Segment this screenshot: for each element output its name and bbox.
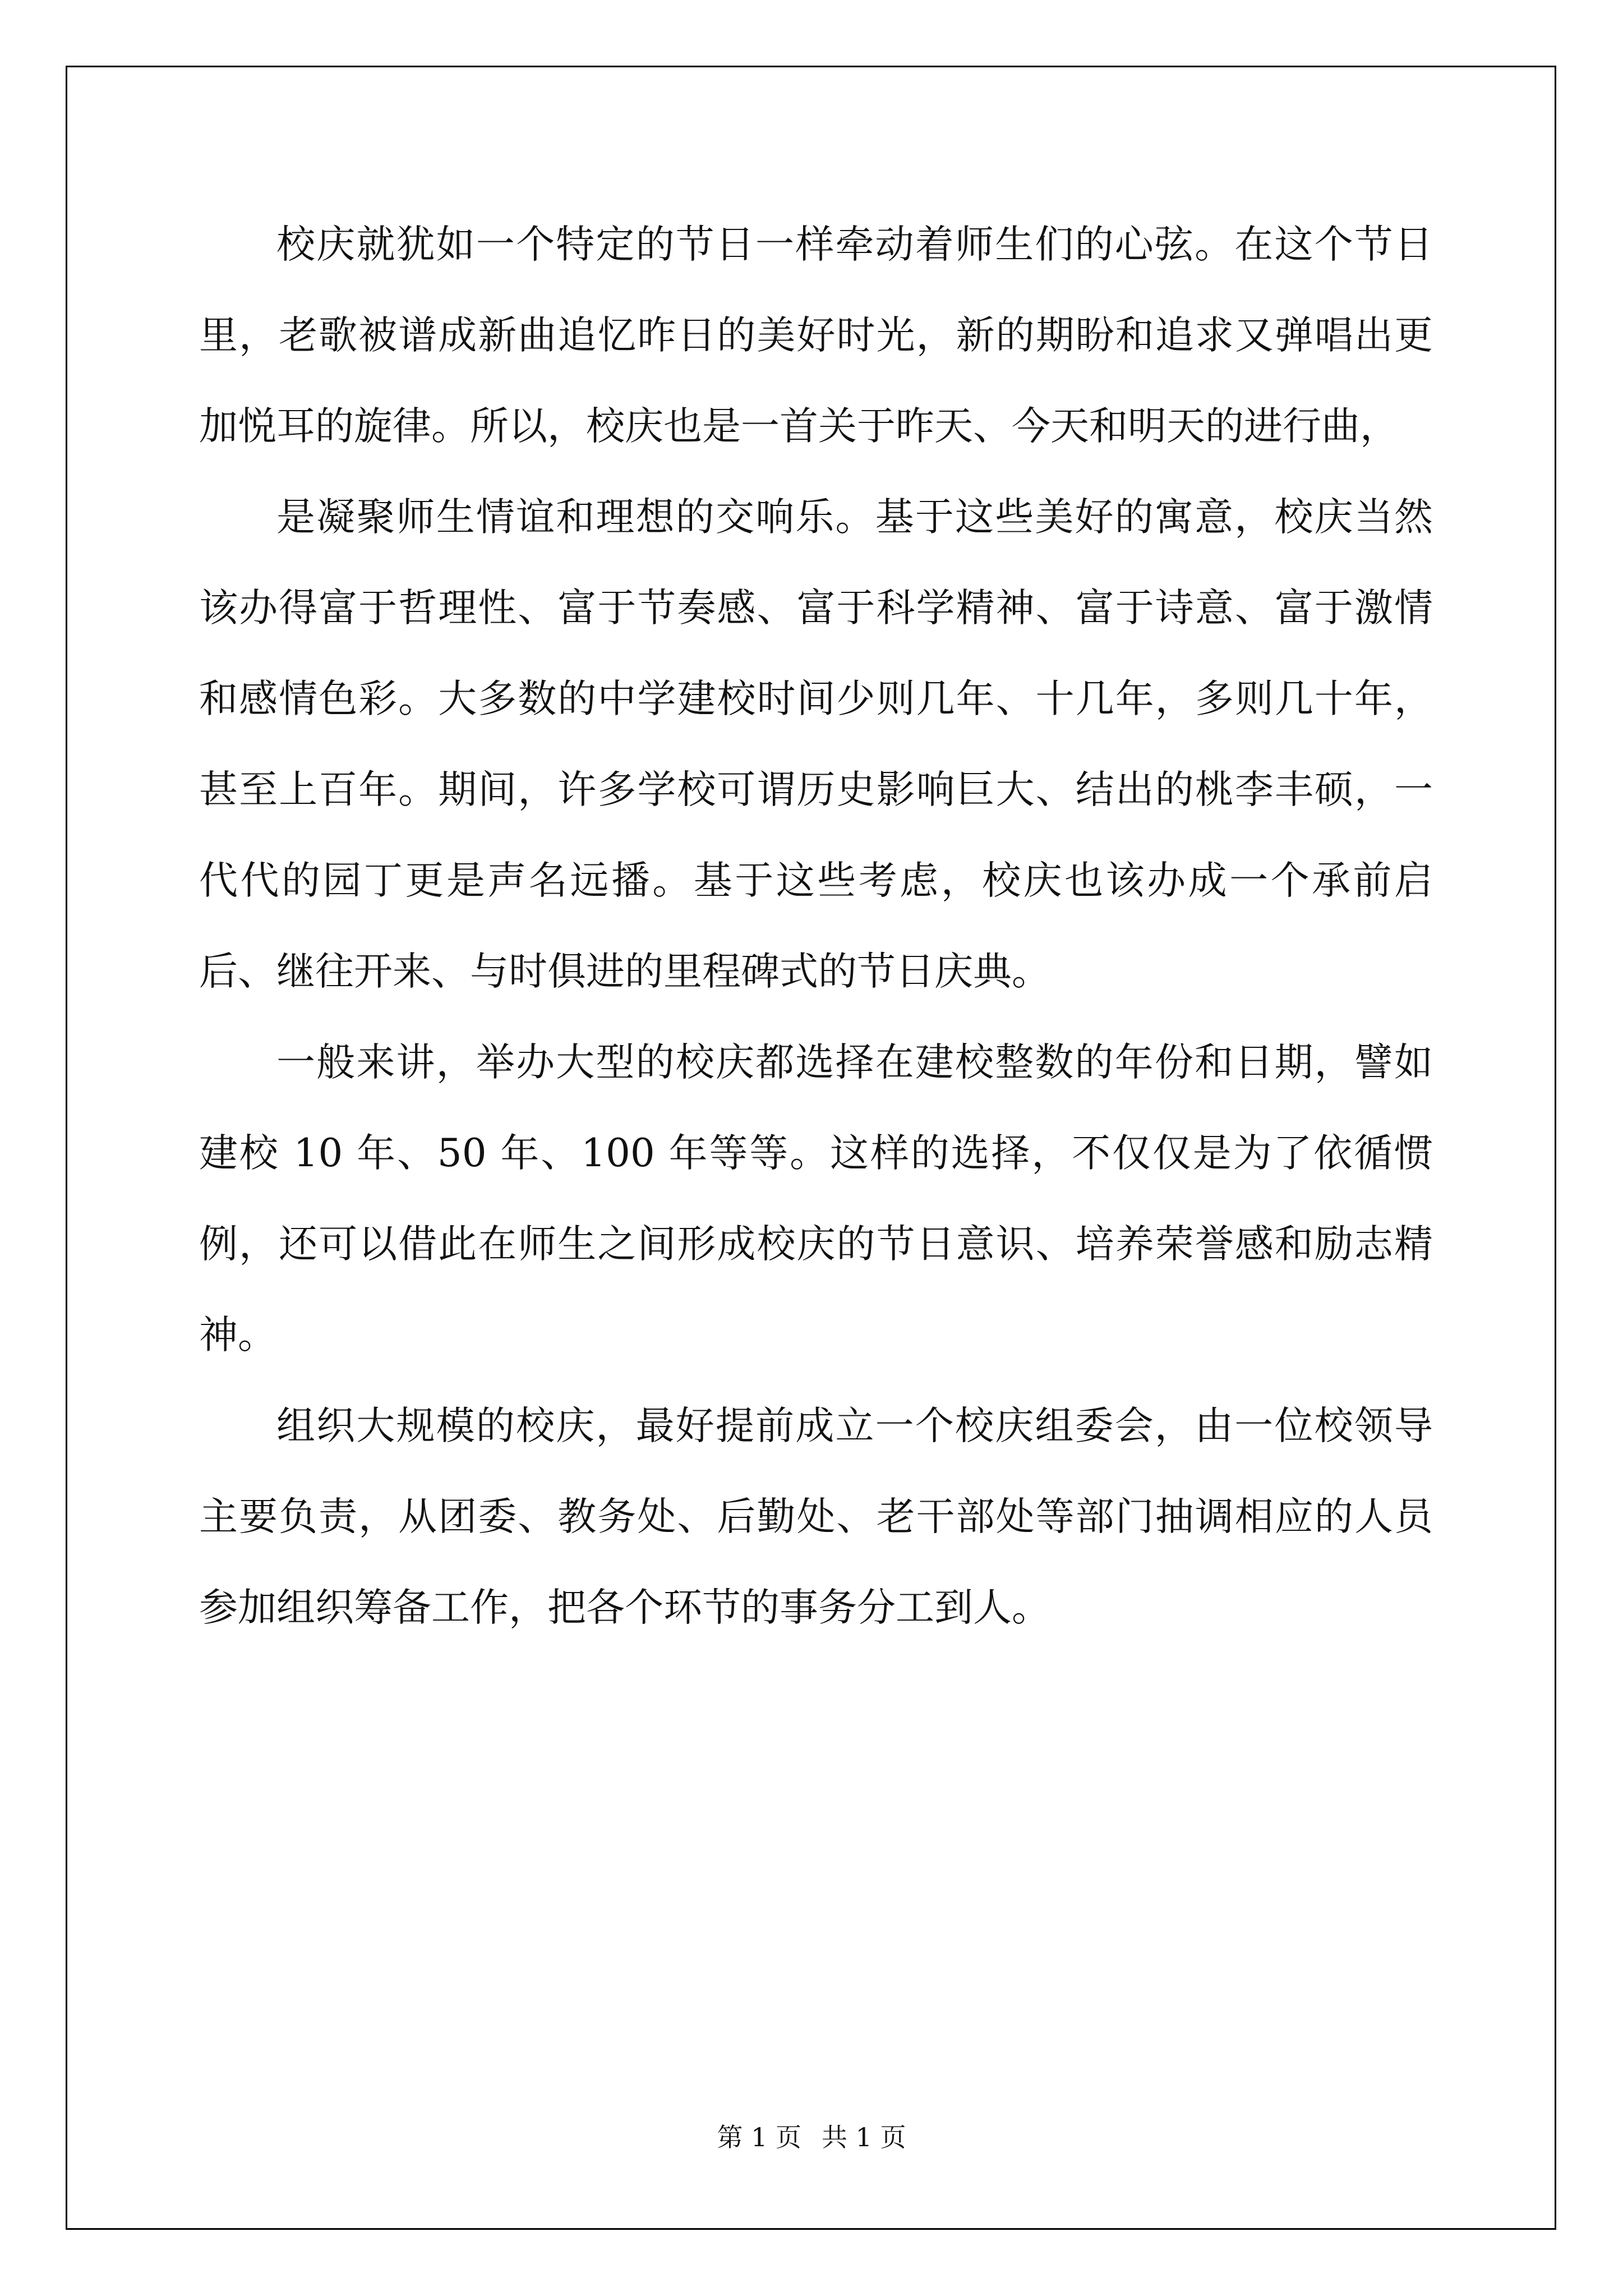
page-number: 第 1 页 — [717, 2122, 801, 2152]
paragraph-3: 一般来讲，举办大型的校庆都选择在建校整数的年份和日期，譬如建校 10 年、50 年、100 年等等。这样的选择，不仅仅是为了依循惯例，还可以借此在师生之间形成校庆的节日意识、培养荣誉感和励志精神。 — [199, 1040, 1433, 1358]
paragraph-1: 校庆就犹如一个特定的节日一样牵动着师生们的心弦。在这个节日里，老歌被谱成新曲追忆昨日的美好时光，新的期盼和追求又弹唱出更加悦耳的旋律。所以，校庆也是一首关于昨天、今天和明天的进行曲， — [199, 222, 1433, 449]
page-footer — [0, 2120, 1623, 2154]
paragraph-2: 是凝聚师生情谊和理想的交响乐。基于这些美好的寓意，校庆当然该办得富于哲理性、富于节奏感、富于科学精神、富于诗意、富于激情和感情色彩。大多数的中学建校时间少则几年、十几年，多则几十年，甚至上百年。期间，许多学校可谓历史影响巨大、结出的桃李丰硕，一代代的园丁更是声名远播。基于这些考虑，校庆也该办成一个承前启后、继往开来、与时俱进的里程碑式的节日庆典。 — [199, 495, 1433, 994]
document-body — [199, 199, 1433, 1653]
page-total: 共 1 页 — [822, 2122, 906, 2152]
paragraph-4: 组织大规模的校庆，最好提前成立一个校庆组委会，由一位校领导主要负责，从团委、教务处、后勤处、老干部处等部门抽调相应的人员参加组织筹备工作，把各个环节的事务分工到人。 — [199, 1404, 1433, 1630]
